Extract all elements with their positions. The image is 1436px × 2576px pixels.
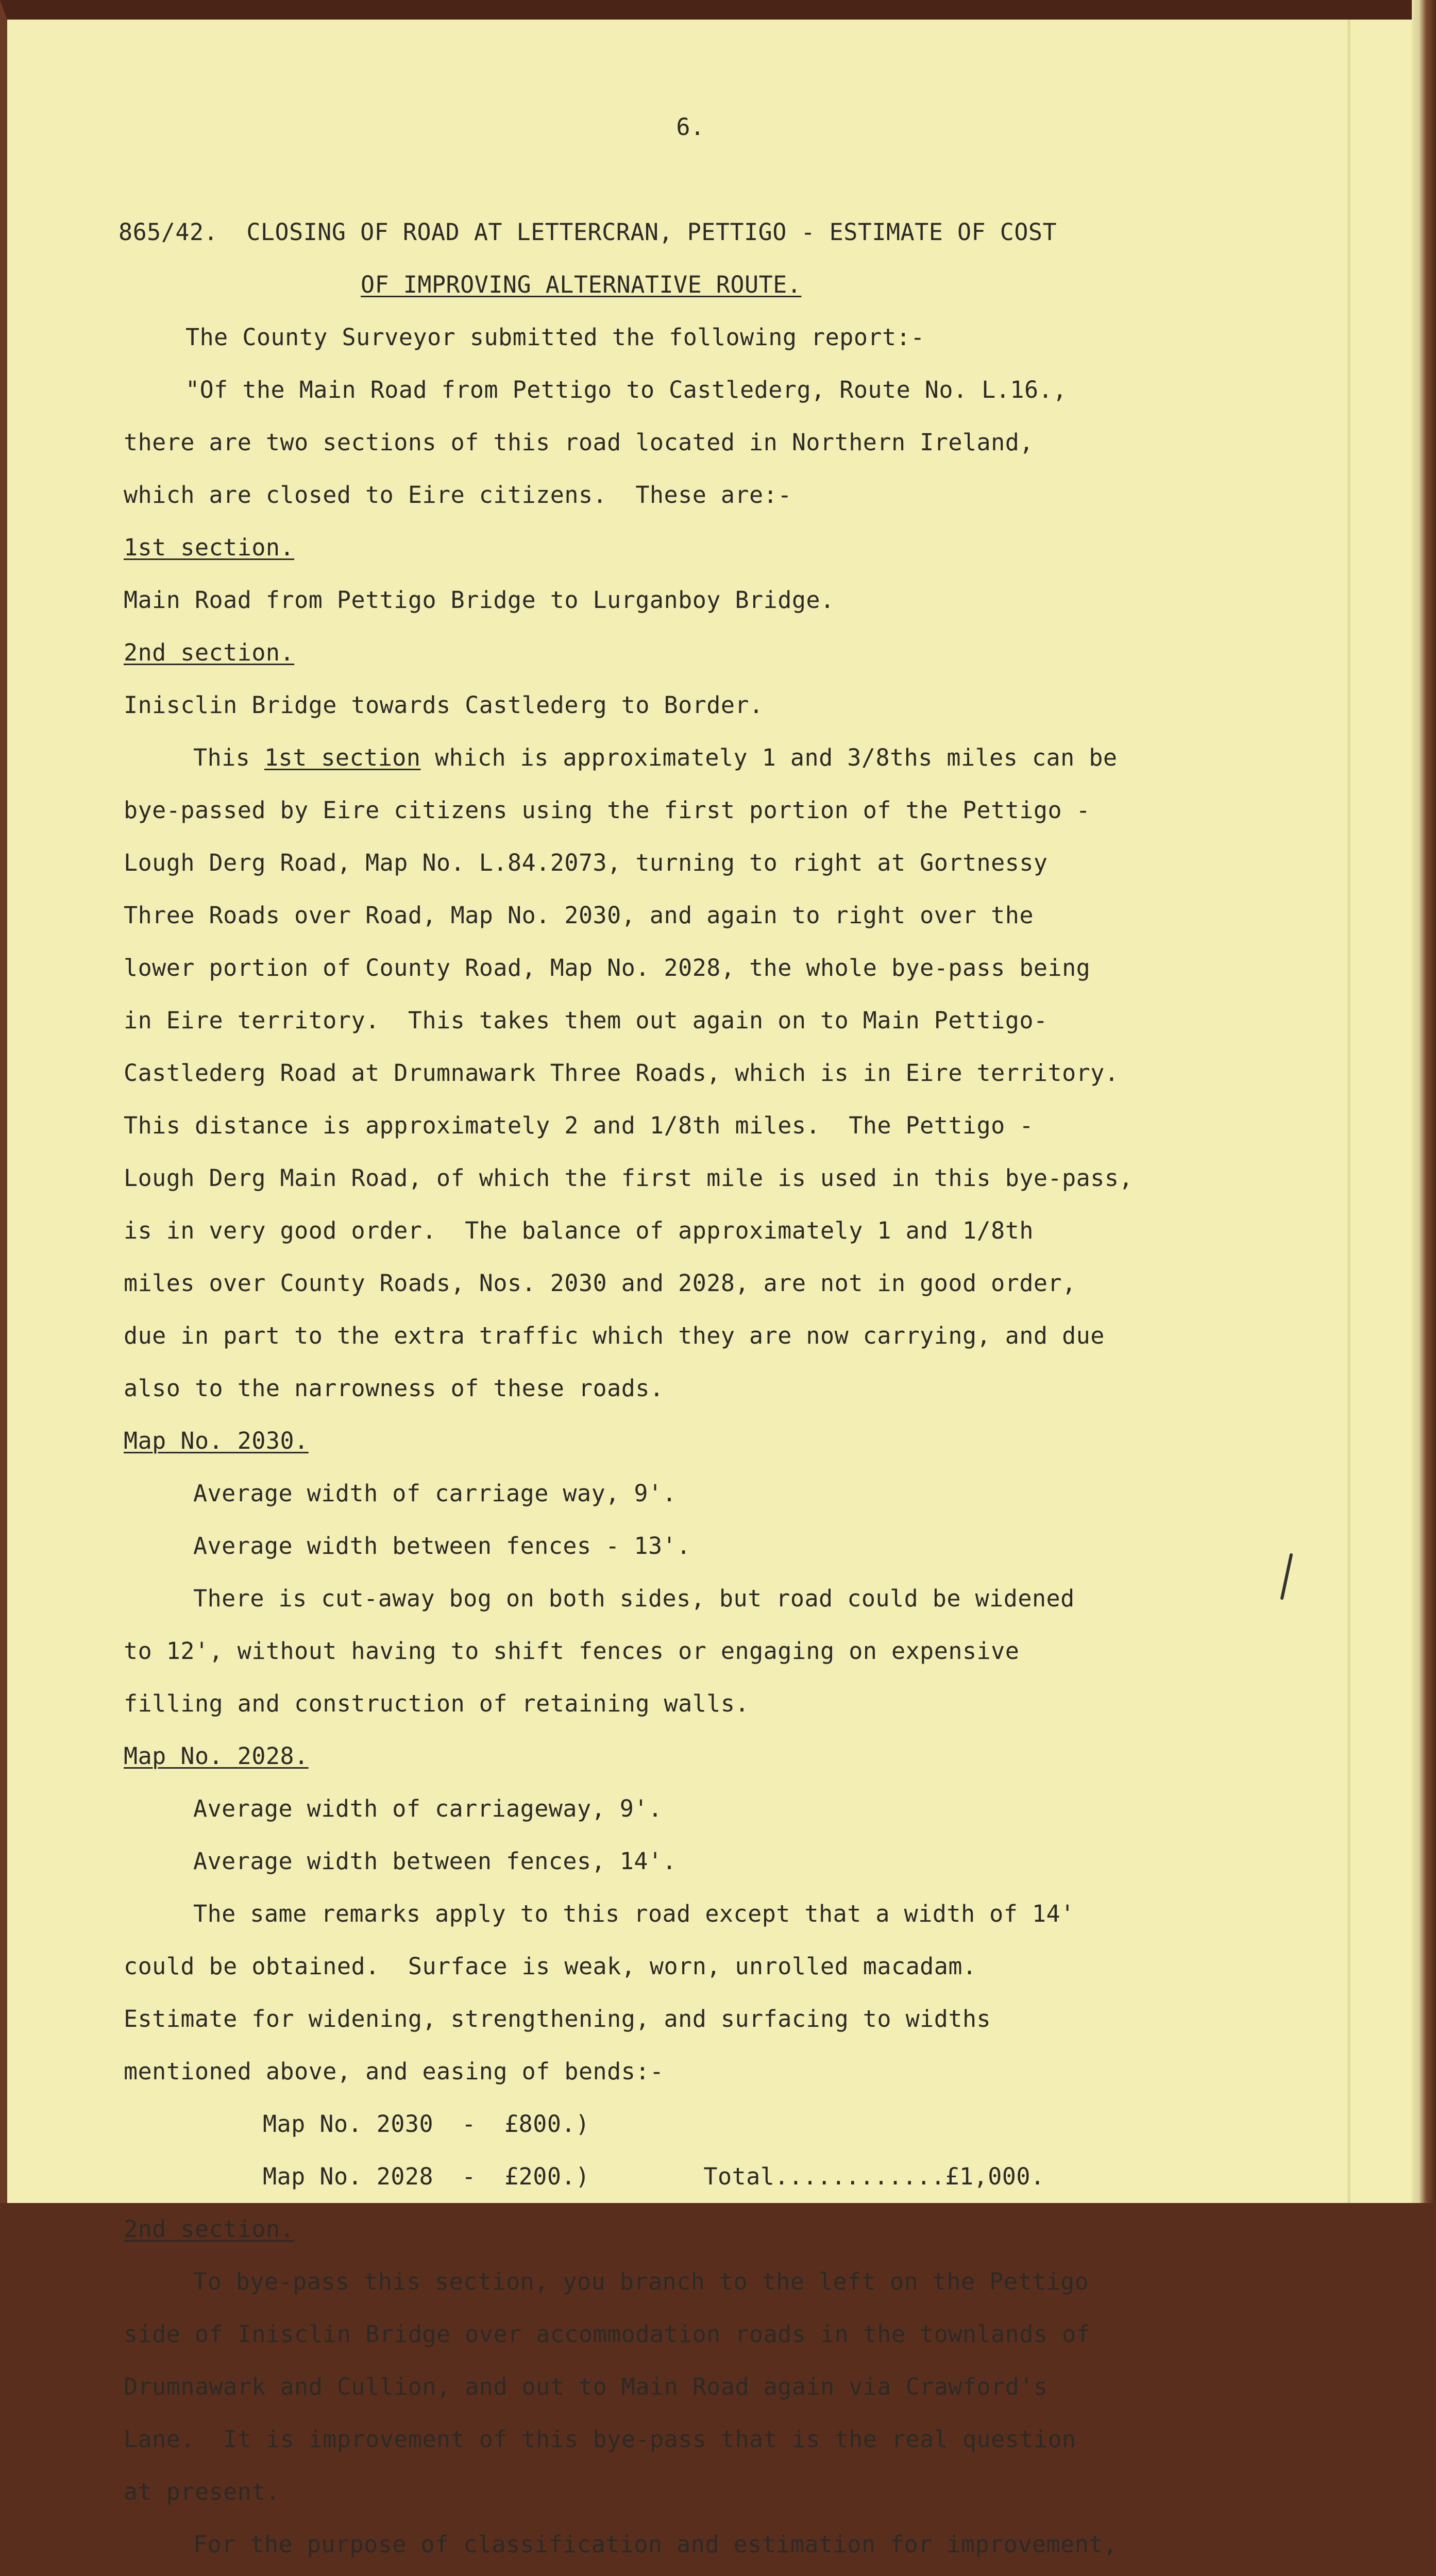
estimate-line: Map No. 2028 - £200.) Total............£1,000. (263, 2163, 1045, 2190)
map-2028-line: mentioned above, and easing of bends:- (124, 2058, 664, 2085)
title-line-2: OF IMPROVING ALTERNATIVE ROUTE. (361, 271, 802, 298)
para-1-line: lower portion of County Road, Map No. 2028, the whole bye-pass being (124, 954, 1091, 981)
second-section-line: side of Inisclin Bridge over accommodation roads in the townlands of (124, 2320, 1091, 2348)
intro-line: The County Surveyor submitted the following report:- (185, 324, 925, 351)
map-2030-line: Average width between fences - 13'. (193, 1532, 691, 1560)
map-2030-line: Average width of carriage way, 9'. (193, 1480, 677, 1507)
purpose-line: For the purpose of classification and estimation for improvement, (193, 2531, 1118, 2558)
page-number: 6. (676, 113, 705, 141)
map-2028-line: could be obtained. Surface is weak, worn, unrolled macadam. (124, 1953, 977, 1980)
second-section-line: To bye-pass this section, you branch to the left on the Pettigo (193, 2268, 1089, 2295)
body-line: which are closed to Eire citizens. These are:- (124, 481, 792, 509)
para-1-line: is in very good order. The balance of approximately 1 and 1/8th (124, 1217, 1034, 1244)
title-line-1 (119, 219, 1257, 245)
para-1-first-line: This 1st section which is approximately 1 and 3/8ths miles can be (193, 744, 1118, 771)
map-2030-line: There is cut-away bog on both sides, but road could be widened (193, 1585, 1075, 1612)
minute-number: 865/42. (119, 218, 218, 246)
para-1-line: This distance is approximately 2 and 1/8th miles. The Pettigo - (124, 1112, 1034, 1139)
map-2030-line: filling and construction of retaining walls. (124, 1690, 750, 1717)
binder-edge (1412, 0, 1436, 2203)
para-1-line: in Eire territory. This takes them out again on to Main Pettigo- (124, 1007, 1048, 1034)
para-1-line: also to the narrowness of these roads. (124, 1375, 664, 1402)
second-section-line: at present. (124, 2478, 280, 2505)
section-2-heading: 2nd section. (124, 639, 295, 666)
body-line: "Of the Main Road from Pettigo to Castlederg, Route No. L.16., (185, 376, 1067, 403)
map-2028-line: Estimate for widening, strengthening, and surfacing to widths (124, 2005, 991, 2032)
section-1-heading: 1st section. (124, 534, 295, 561)
map-2030-heading: Map No. 2030. (124, 1427, 309, 1454)
para-1-line: Castlederg Road at Drumnawark Three Roads, which is in Eire territory. (124, 1059, 1119, 1087)
estimate-line: Map No. 2030 - £800.) (263, 2110, 590, 2138)
para-1-line: due in part to the extra traffic which they are now carrying, and due (124, 1322, 1105, 1349)
para-1-line: Lough Derg Main Road, of which the first mile is used in this bye-pass, (124, 1164, 1134, 1192)
para-1-line: Lough Derg Road, Map No. L.84.2073, turning to right at Gortnessy (124, 849, 1048, 876)
map-2028-heading: Map No. 2028. (124, 1742, 309, 1770)
map-2028-line: The same remarks apply to this road except that a width of 14' (193, 1900, 1075, 1927)
map-2028-line: Average width between fences, 14'. (193, 1848, 677, 1875)
map-2028-line: Average width of carriageway, 9'. (193, 1795, 663, 1822)
para-1-line: Three Roads over Road, Map No. 2030, and again to right over the (124, 902, 1034, 929)
second-section-line: Drumnawark and Cullion, and out to Main Road again via Crawford's (124, 2373, 1048, 2400)
section-1-text: Main Road from Pettigo Bridge to Lurganboy Bridge. (124, 586, 835, 614)
page-edge (1347, 20, 1350, 2203)
body-line: there are two sections of this road located in Northern Ireland, (124, 429, 1034, 456)
para-1-line: bye-passed by Eire citizens using the first portion of the Pettigo - (124, 796, 1091, 824)
section-2-text: Inisclin Bridge towards Castlederg to Border. (124, 691, 764, 719)
map-2030-line: to 12', without having to shift fences or engaging on expensive (124, 1637, 1020, 1665)
title: CLOSING OF ROAD AT LETTERCRAN, PETTIGO - ESTIMATE OF COST (246, 218, 1057, 246)
second-section-line: Lane. It is improvement of this bye-pass that is the real question (124, 2426, 1076, 2453)
second-section-heading: 2nd section. (124, 2215, 295, 2243)
para-1-line: miles over County Roads, Nos. 2030 and 2028, are not in good order, (124, 1269, 1076, 1297)
